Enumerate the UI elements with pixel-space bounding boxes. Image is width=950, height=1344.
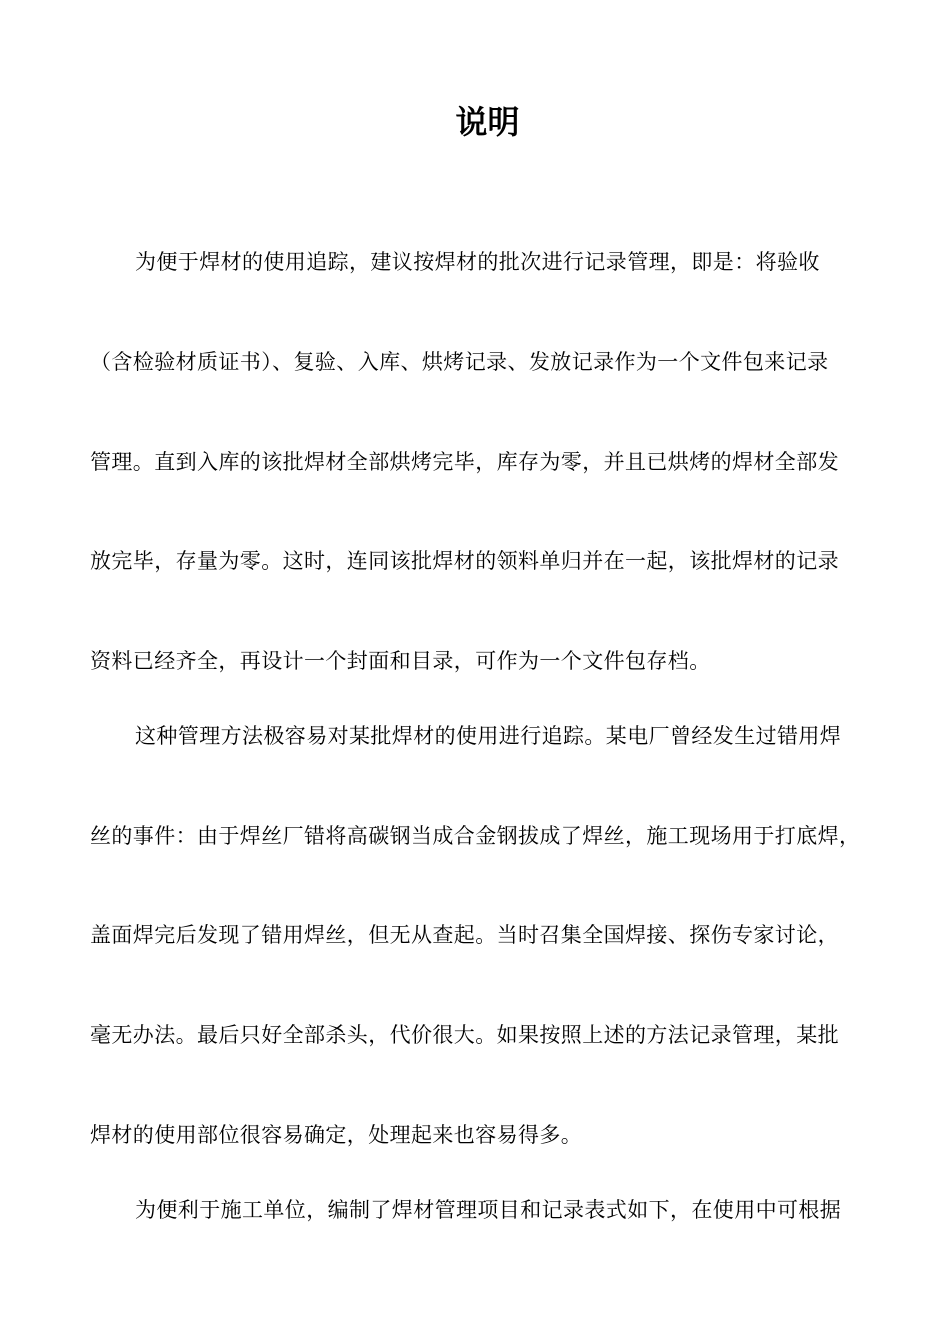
paragraph-1-line-4: 放完毕，存量为零。这时，连同该批焊材的领料单归并在一起，该批焊材的记录 [90, 549, 839, 573]
paragraph-3-line-1: 为便利于施工单位，编制了焊材管理项目和记录表式如下，在使用中可根据 [135, 1198, 842, 1222]
page-title: 说明 [455, 103, 520, 141]
paragraph-2-line-2: 丝的事件：由于焊丝厂错将高碳钢当成合金钢拔成了焊丝，施工现场用于打底焊， [90, 824, 861, 848]
paragraph-2-line-4: 毫无办法。最后只好全部杀头，代价很大。如果按照上述的方法记录管理，某批 [90, 1023, 839, 1047]
paragraph-1-line-2: （含检验材质证书）、复验、入库、烘烤记录、发放记录作为一个文件包来记录 [90, 350, 829, 374]
paragraph-2-line-5: 焊材的使用部位很容易确定，处理起来也容易得多。 [90, 1123, 583, 1147]
paragraph-2-line-1: 这种管理方法极容易对某批焊材的使用进行追踪。某电厂曾经发生过错用焊 [135, 724, 842, 748]
paragraph-1-line-3: 管理。直到入库的该批焊材全部烘烤完毕，库存为零，并且已烘烤的焊材全部发 [90, 450, 839, 474]
paragraph-1-line-1: 为便于焊材的使用追踪，建议按焊材的批次进行记录管理，即是：将验收 [135, 250, 820, 274]
paragraph-2-line-3: 盖面焊完后发现了错用焊丝，但无从查起。当时召集全国焊接、探伤专家讨论， [90, 923, 839, 947]
paragraph-1-line-5: 资料已经齐全，再设计一个封面和目录，可作为一个文件包存档。 [90, 649, 711, 673]
